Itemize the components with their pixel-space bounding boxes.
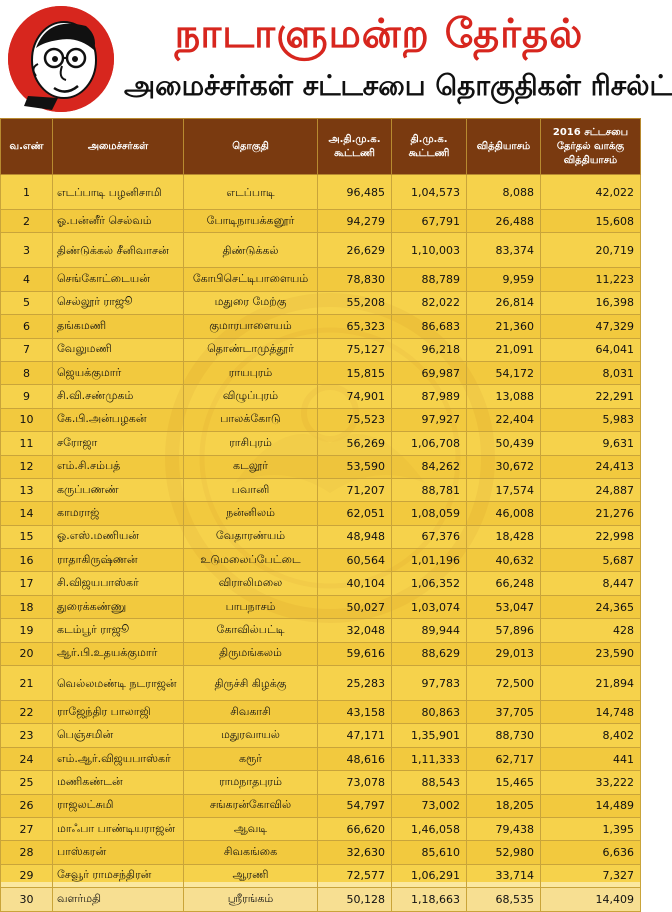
serial-cell: 10: [1, 408, 53, 431]
constituency-cell: ராயபுரம்: [184, 361, 318, 384]
table-row: [1, 385, 641, 408]
margin-2016-cell: 22,291: [541, 385, 641, 408]
margin-2016-cell: 9,631: [541, 432, 641, 455]
admk-votes-cell: 59,616: [318, 642, 392, 665]
minister-cell: மணிகண்டன்: [53, 771, 184, 794]
margin-cell: 21,360: [467, 315, 541, 338]
column-header-minister: அமைச்சர்கள்: [53, 119, 184, 175]
admk-votes-cell: 50,128: [318, 888, 392, 911]
serial-cell: 19: [1, 619, 53, 642]
serial-cell: 15: [1, 525, 53, 548]
table-row: [1, 291, 641, 314]
minister-cell: ராஜலட்சுமி: [53, 794, 184, 817]
page-title: நாடாளுமன்ற தேர்தல்: [174, 11, 584, 57]
serial-cell: 22: [1, 701, 53, 724]
minister-cell: மாஃபா பாண்டியராஜன்: [53, 817, 184, 840]
constituency-cell: பாலக்கோடு: [184, 408, 318, 431]
minister-cell: பாஸ்கரன்: [53, 841, 184, 864]
minister-cell: சேவூர் ராமசந்திரன்: [53, 864, 184, 887]
dmk-votes-cell: 84,262: [392, 455, 467, 478]
admk-votes-cell: 72,577: [318, 864, 392, 887]
dmk-votes-cell: 97,927: [392, 408, 467, 431]
margin-2016-cell: 64,041: [541, 338, 641, 361]
margin-cell: 40,632: [467, 549, 541, 572]
serial-cell: 11: [1, 432, 53, 455]
constituency-cell: சிவகாசி: [184, 701, 318, 724]
margin-2016-cell: 14,409: [541, 888, 641, 911]
dmk-votes-cell: 1,18,663: [392, 888, 467, 911]
dmk-votes-cell: 1,10,003: [392, 233, 467, 268]
constituency-cell: மதுரவாயல்: [184, 724, 318, 747]
dmk-votes-cell: 96,218: [392, 338, 467, 361]
margin-2016-cell: 47,329: [541, 315, 641, 338]
margin-2016-cell: 8,402: [541, 724, 641, 747]
table-row: [1, 701, 641, 724]
minister-cell: செங்கோட்டையன்: [53, 268, 184, 291]
constituency-cell: கோபிசெட்டிபாளையம்: [184, 268, 318, 291]
table-row: [1, 864, 641, 887]
admk-votes-cell: 54,797: [318, 794, 392, 817]
minister-cell: எம்.சி.சம்பத்: [53, 455, 184, 478]
minister-cell: ராதாகிருஷ்ணன்: [53, 549, 184, 572]
margin-cell: 57,896: [467, 619, 541, 642]
header: [0, 0, 672, 118]
constituency-cell: சிவகங்கை: [184, 841, 318, 864]
constituency-cell: கோவில்பட்டி: [184, 619, 318, 642]
margin-2016-cell: 33,222: [541, 771, 641, 794]
table-row: [1, 619, 641, 642]
minister-cell: கருப்பணண்: [53, 478, 184, 501]
constituency-cell: நன்னிலம்: [184, 502, 318, 525]
serial-cell: 20: [1, 642, 53, 665]
dmk-votes-cell: 1,01,196: [392, 549, 467, 572]
margin-2016-cell: 428: [541, 619, 641, 642]
constituency-cell: ஸ்ரீரங்கம்: [184, 888, 318, 911]
constituency-cell: எடப்பாடி: [184, 175, 318, 210]
margin-2016-cell: 23,590: [541, 642, 641, 665]
margin-cell: 29,013: [467, 642, 541, 665]
admk-votes-cell: 15,815: [318, 361, 392, 384]
minister-cell: ஓ.பன்னீர் செல்வம்: [53, 210, 184, 233]
margin-cell: 83,374: [467, 233, 541, 268]
margin-2016-cell: 16,398: [541, 291, 641, 314]
margin-2016-cell: 24,413: [541, 455, 641, 478]
admk-votes-cell: 78,830: [318, 268, 392, 291]
constituency-cell: திருச்சி கிழக்கு: [184, 666, 318, 701]
serial-cell: 24: [1, 747, 53, 770]
margin-cell: 9,959: [467, 268, 541, 291]
margin-cell: 18,205: [467, 794, 541, 817]
table-row: [1, 724, 641, 747]
admk-votes-cell: 50,027: [318, 595, 392, 618]
minister-cell: எம்.ஆர்.விஜயபாஸ்கர்: [53, 747, 184, 770]
table-row: [1, 595, 641, 618]
dmk-votes-cell: 67,791: [392, 210, 467, 233]
results-table-container: [0, 118, 640, 906]
margin-2016-cell: 20,719: [541, 233, 641, 268]
constituency-cell: கடலூர்: [184, 455, 318, 478]
table-row: [1, 794, 641, 817]
admk-votes-cell: 26,629: [318, 233, 392, 268]
serial-cell: 13: [1, 478, 53, 501]
table-row: [1, 666, 641, 701]
table-row: [1, 888, 641, 911]
margin-cell: 18,428: [467, 525, 541, 548]
margin-2016-cell: 5,687: [541, 549, 641, 572]
margin-2016-cell: 24,887: [541, 478, 641, 501]
serial-cell: 28: [1, 841, 53, 864]
margin-cell: 53,047: [467, 595, 541, 618]
table-row: [1, 747, 641, 770]
serial-cell: 5: [1, 291, 53, 314]
dmk-votes-cell: 88,543: [392, 771, 467, 794]
admk-votes-cell: 74,901: [318, 385, 392, 408]
margin-2016-cell: 14,748: [541, 701, 641, 724]
margin-2016-cell: 21,894: [541, 666, 641, 701]
margin-cell: 13,088: [467, 385, 541, 408]
table-row: [1, 455, 641, 478]
serial-cell: 7: [1, 338, 53, 361]
minister-cell: ஓ.எஸ்.மணியன்: [53, 525, 184, 548]
minister-cell: தங்கமணி: [53, 315, 184, 338]
constituency-cell: விழுப்புரம்: [184, 385, 318, 408]
margin-cell: 8,088: [467, 175, 541, 210]
constituency-cell: ராமநாதபுரம்: [184, 771, 318, 794]
serial-cell: 4: [1, 268, 53, 291]
serial-cell: 21: [1, 666, 53, 701]
margin-cell: 62,717: [467, 747, 541, 770]
margin-2016-cell: 14,489: [541, 794, 641, 817]
table-row: [1, 502, 641, 525]
serial-cell: 8: [1, 361, 53, 384]
dmk-votes-cell: 88,629: [392, 642, 467, 665]
table-row: [1, 841, 641, 864]
margin-2016-cell: 42,022: [541, 175, 641, 210]
dmk-votes-cell: 89,944: [392, 619, 467, 642]
serial-cell: 27: [1, 817, 53, 840]
serial-cell: 2: [1, 210, 53, 233]
dmk-votes-cell: 67,376: [392, 525, 467, 548]
margin-cell: 50,439: [467, 432, 541, 455]
constituency-cell: சங்கரன்கோவில்: [184, 794, 318, 817]
minister-cell: கடம்பூர் ராஜூ: [53, 619, 184, 642]
minister-cell: ஆர்.பி.உதயக்குமார்: [53, 642, 184, 665]
admk-votes-cell: 75,127: [318, 338, 392, 361]
results-table: [0, 118, 641, 912]
constituency-cell: ஆரணி: [184, 864, 318, 887]
table-row: [1, 338, 641, 361]
column-header-admk-alliance: அ.தி.மு.க. கூட்டணி: [318, 119, 392, 175]
table-header-row: [1, 119, 641, 175]
minister-cell: வெல்லமண்டி நடராஜன்: [53, 666, 184, 701]
admk-votes-cell: 73,078: [318, 771, 392, 794]
dmk-votes-cell: 82,022: [392, 291, 467, 314]
admk-votes-cell: 55,208: [318, 291, 392, 314]
page-subtitle: அமைச்சர்கள் சட்டசபை தொகுதிகள் ரிசல்ட்: [124, 69, 672, 102]
serial-cell: 29: [1, 864, 53, 887]
margin-cell: 17,574: [467, 478, 541, 501]
constituency-cell: திண்டுக்கல்: [184, 233, 318, 268]
constituency-cell: தொண்டாமுத்தூர்: [184, 338, 318, 361]
dmk-votes-cell: 88,781: [392, 478, 467, 501]
dmk-votes-cell: 1,11,333: [392, 747, 467, 770]
table-row: [1, 432, 641, 455]
admk-votes-cell: 65,323: [318, 315, 392, 338]
cartoon-face-icon: [8, 6, 114, 112]
table-row: [1, 642, 641, 665]
serial-cell: 3: [1, 233, 53, 268]
margin-cell: 15,465: [467, 771, 541, 794]
constituency-cell: உடுமலைப்பேட்டை: [184, 549, 318, 572]
table-row: [1, 771, 641, 794]
minister-cell: வளர்மதி: [53, 888, 184, 911]
table-row: [1, 478, 641, 501]
margin-2016-cell: 5,983: [541, 408, 641, 431]
dmk-votes-cell: 1,08,059: [392, 502, 467, 525]
constituency-cell: பாபநாசம்: [184, 595, 318, 618]
admk-votes-cell: 66,620: [318, 817, 392, 840]
dmk-votes-cell: 85,610: [392, 841, 467, 864]
margin-cell: 21,091: [467, 338, 541, 361]
margin-cell: 52,980: [467, 841, 541, 864]
constituency-cell: வேதாரண்யம்: [184, 525, 318, 548]
admk-votes-cell: 56,269: [318, 432, 392, 455]
admk-votes-cell: 25,283: [318, 666, 392, 701]
constituency-cell: திருமங்கலம்: [184, 642, 318, 665]
admk-votes-cell: 96,485: [318, 175, 392, 210]
dmk-votes-cell: 80,863: [392, 701, 467, 724]
column-header-constituency: தொகுதி: [184, 119, 318, 175]
table-row: [1, 175, 641, 210]
table-row: [1, 525, 641, 548]
serial-cell: 14: [1, 502, 53, 525]
margin-cell: 22,404: [467, 408, 541, 431]
dmk-votes-cell: 88,789: [392, 268, 467, 291]
serial-cell: 23: [1, 724, 53, 747]
minister-cell: சி.விஜயபாஸ்கர்: [53, 572, 184, 595]
margin-cell: 30,672: [467, 455, 541, 478]
margin-2016-cell: 441: [541, 747, 641, 770]
dmk-votes-cell: 1,04,573: [392, 175, 467, 210]
table-row: [1, 408, 641, 431]
dmk-votes-cell: 69,987: [392, 361, 467, 384]
dmk-votes-cell: 1,06,352: [392, 572, 467, 595]
dmk-votes-cell: 1,03,074: [392, 595, 467, 618]
serial-cell: 25: [1, 771, 53, 794]
constituency-cell: ராசிபுரம்: [184, 432, 318, 455]
admk-votes-cell: 48,948: [318, 525, 392, 548]
margin-cell: 37,705: [467, 701, 541, 724]
margin-cell: 66,248: [467, 572, 541, 595]
dmk-votes-cell: 73,002: [392, 794, 467, 817]
admk-votes-cell: 62,051: [318, 502, 392, 525]
minister-cell: சி.வி.சண்முகம்: [53, 385, 184, 408]
serial-cell: 30: [1, 888, 53, 911]
constituency-cell: மதுரை மேற்கு: [184, 291, 318, 314]
admk-votes-cell: 47,171: [318, 724, 392, 747]
margin-cell: 68,535: [467, 888, 541, 911]
serial-cell: 1: [1, 175, 53, 210]
margin-2016-cell: 21,276: [541, 502, 641, 525]
admk-votes-cell: 40,104: [318, 572, 392, 595]
constituency-cell: கரூர்: [184, 747, 318, 770]
dmk-votes-cell: 1,35,901: [392, 724, 467, 747]
margin-cell: 33,714: [467, 864, 541, 887]
admk-votes-cell: 71,207: [318, 478, 392, 501]
table-row: [1, 233, 641, 268]
serial-cell: 12: [1, 455, 53, 478]
margin-cell: 26,488: [467, 210, 541, 233]
minister-cell: எடப்பாடி பழனிசாமி: [53, 175, 184, 210]
minister-cell: காமராஜ்: [53, 502, 184, 525]
serial-cell: 9: [1, 385, 53, 408]
column-header-2016-margin: 2016 சட்டசபை தேர்தல் வாக்கு வித்தியாசம்: [541, 119, 641, 175]
serial-cell: 6: [1, 315, 53, 338]
dmk-votes-cell: 87,989: [392, 385, 467, 408]
admk-votes-cell: 48,616: [318, 747, 392, 770]
minister-cell: ஜெயக்குமார்: [53, 361, 184, 384]
margin-cell: 54,172: [467, 361, 541, 384]
margin-cell: 88,730: [467, 724, 541, 747]
admk-votes-cell: 94,279: [318, 210, 392, 233]
minister-cell: துரைக்கண்ணு: [53, 595, 184, 618]
table-row: [1, 572, 641, 595]
dmk-votes-cell: 97,783: [392, 666, 467, 701]
minister-cell: ராஜேந்திர பாலாஜி: [53, 701, 184, 724]
margin-2016-cell: 6,636: [541, 841, 641, 864]
margin-2016-cell: 8,031: [541, 361, 641, 384]
margin-2016-cell: 1,395: [541, 817, 641, 840]
margin-2016-cell: 8,447: [541, 572, 641, 595]
dmk-votes-cell: 1,06,291: [392, 864, 467, 887]
dmk-votes-cell: 1,46,058: [392, 817, 467, 840]
admk-votes-cell: 43,158: [318, 701, 392, 724]
admk-votes-cell: 75,523: [318, 408, 392, 431]
table-row: [1, 210, 641, 233]
margin-2016-cell: 7,327: [541, 864, 641, 887]
dmk-votes-cell: 86,683: [392, 315, 467, 338]
admk-votes-cell: 53,590: [318, 455, 392, 478]
serial-cell: 16: [1, 549, 53, 572]
table-row: [1, 549, 641, 572]
serial-cell: 18: [1, 595, 53, 618]
minister-cell: பெஞ்சமின்: [53, 724, 184, 747]
table-row: [1, 361, 641, 384]
brand-logo: [8, 6, 114, 112]
table-body: [1, 175, 641, 912]
margin-2016-cell: 22,998: [541, 525, 641, 548]
admk-votes-cell: 32,048: [318, 619, 392, 642]
column-header-margin: வித்தியாசம்: [467, 119, 541, 175]
margin-cell: 26,814: [467, 291, 541, 314]
margin-cell: 72,500: [467, 666, 541, 701]
dmk-votes-cell: 1,06,708: [392, 432, 467, 455]
serial-cell: 26: [1, 794, 53, 817]
serial-cell: 17: [1, 572, 53, 595]
constituency-cell: போடிநாயக்கனூர்: [184, 210, 318, 233]
admk-votes-cell: 60,564: [318, 549, 392, 572]
admk-votes-cell: 32,630: [318, 841, 392, 864]
column-header-dmk-alliance: தி.மு.க. கூட்டணி: [392, 119, 467, 175]
margin-2016-cell: 15,608: [541, 210, 641, 233]
margin-cell: 79,438: [467, 817, 541, 840]
table-row: [1, 268, 641, 291]
minister-cell: கே.பி.அன்பழகன்: [53, 408, 184, 431]
margin-2016-cell: 24,365: [541, 595, 641, 618]
table-row: [1, 315, 641, 338]
table-row: [1, 817, 641, 840]
constituency-cell: விராலிமலை: [184, 572, 318, 595]
margin-cell: 46,008: [467, 502, 541, 525]
column-header-serial: வ.எண்: [1, 119, 53, 175]
constituency-cell: குமாரபாளையம்: [184, 315, 318, 338]
constituency-cell: பவானி: [184, 478, 318, 501]
minister-cell: செல்லூர் ராஜூ: [53, 291, 184, 314]
constituency-cell: ஆவடி: [184, 817, 318, 840]
minister-cell: வேலுமணி: [53, 338, 184, 361]
minister-cell: சரோஜா: [53, 432, 184, 455]
margin-2016-cell: 11,223: [541, 268, 641, 291]
minister-cell: திண்டுக்கல் சீனிவாசன்: [53, 233, 184, 268]
